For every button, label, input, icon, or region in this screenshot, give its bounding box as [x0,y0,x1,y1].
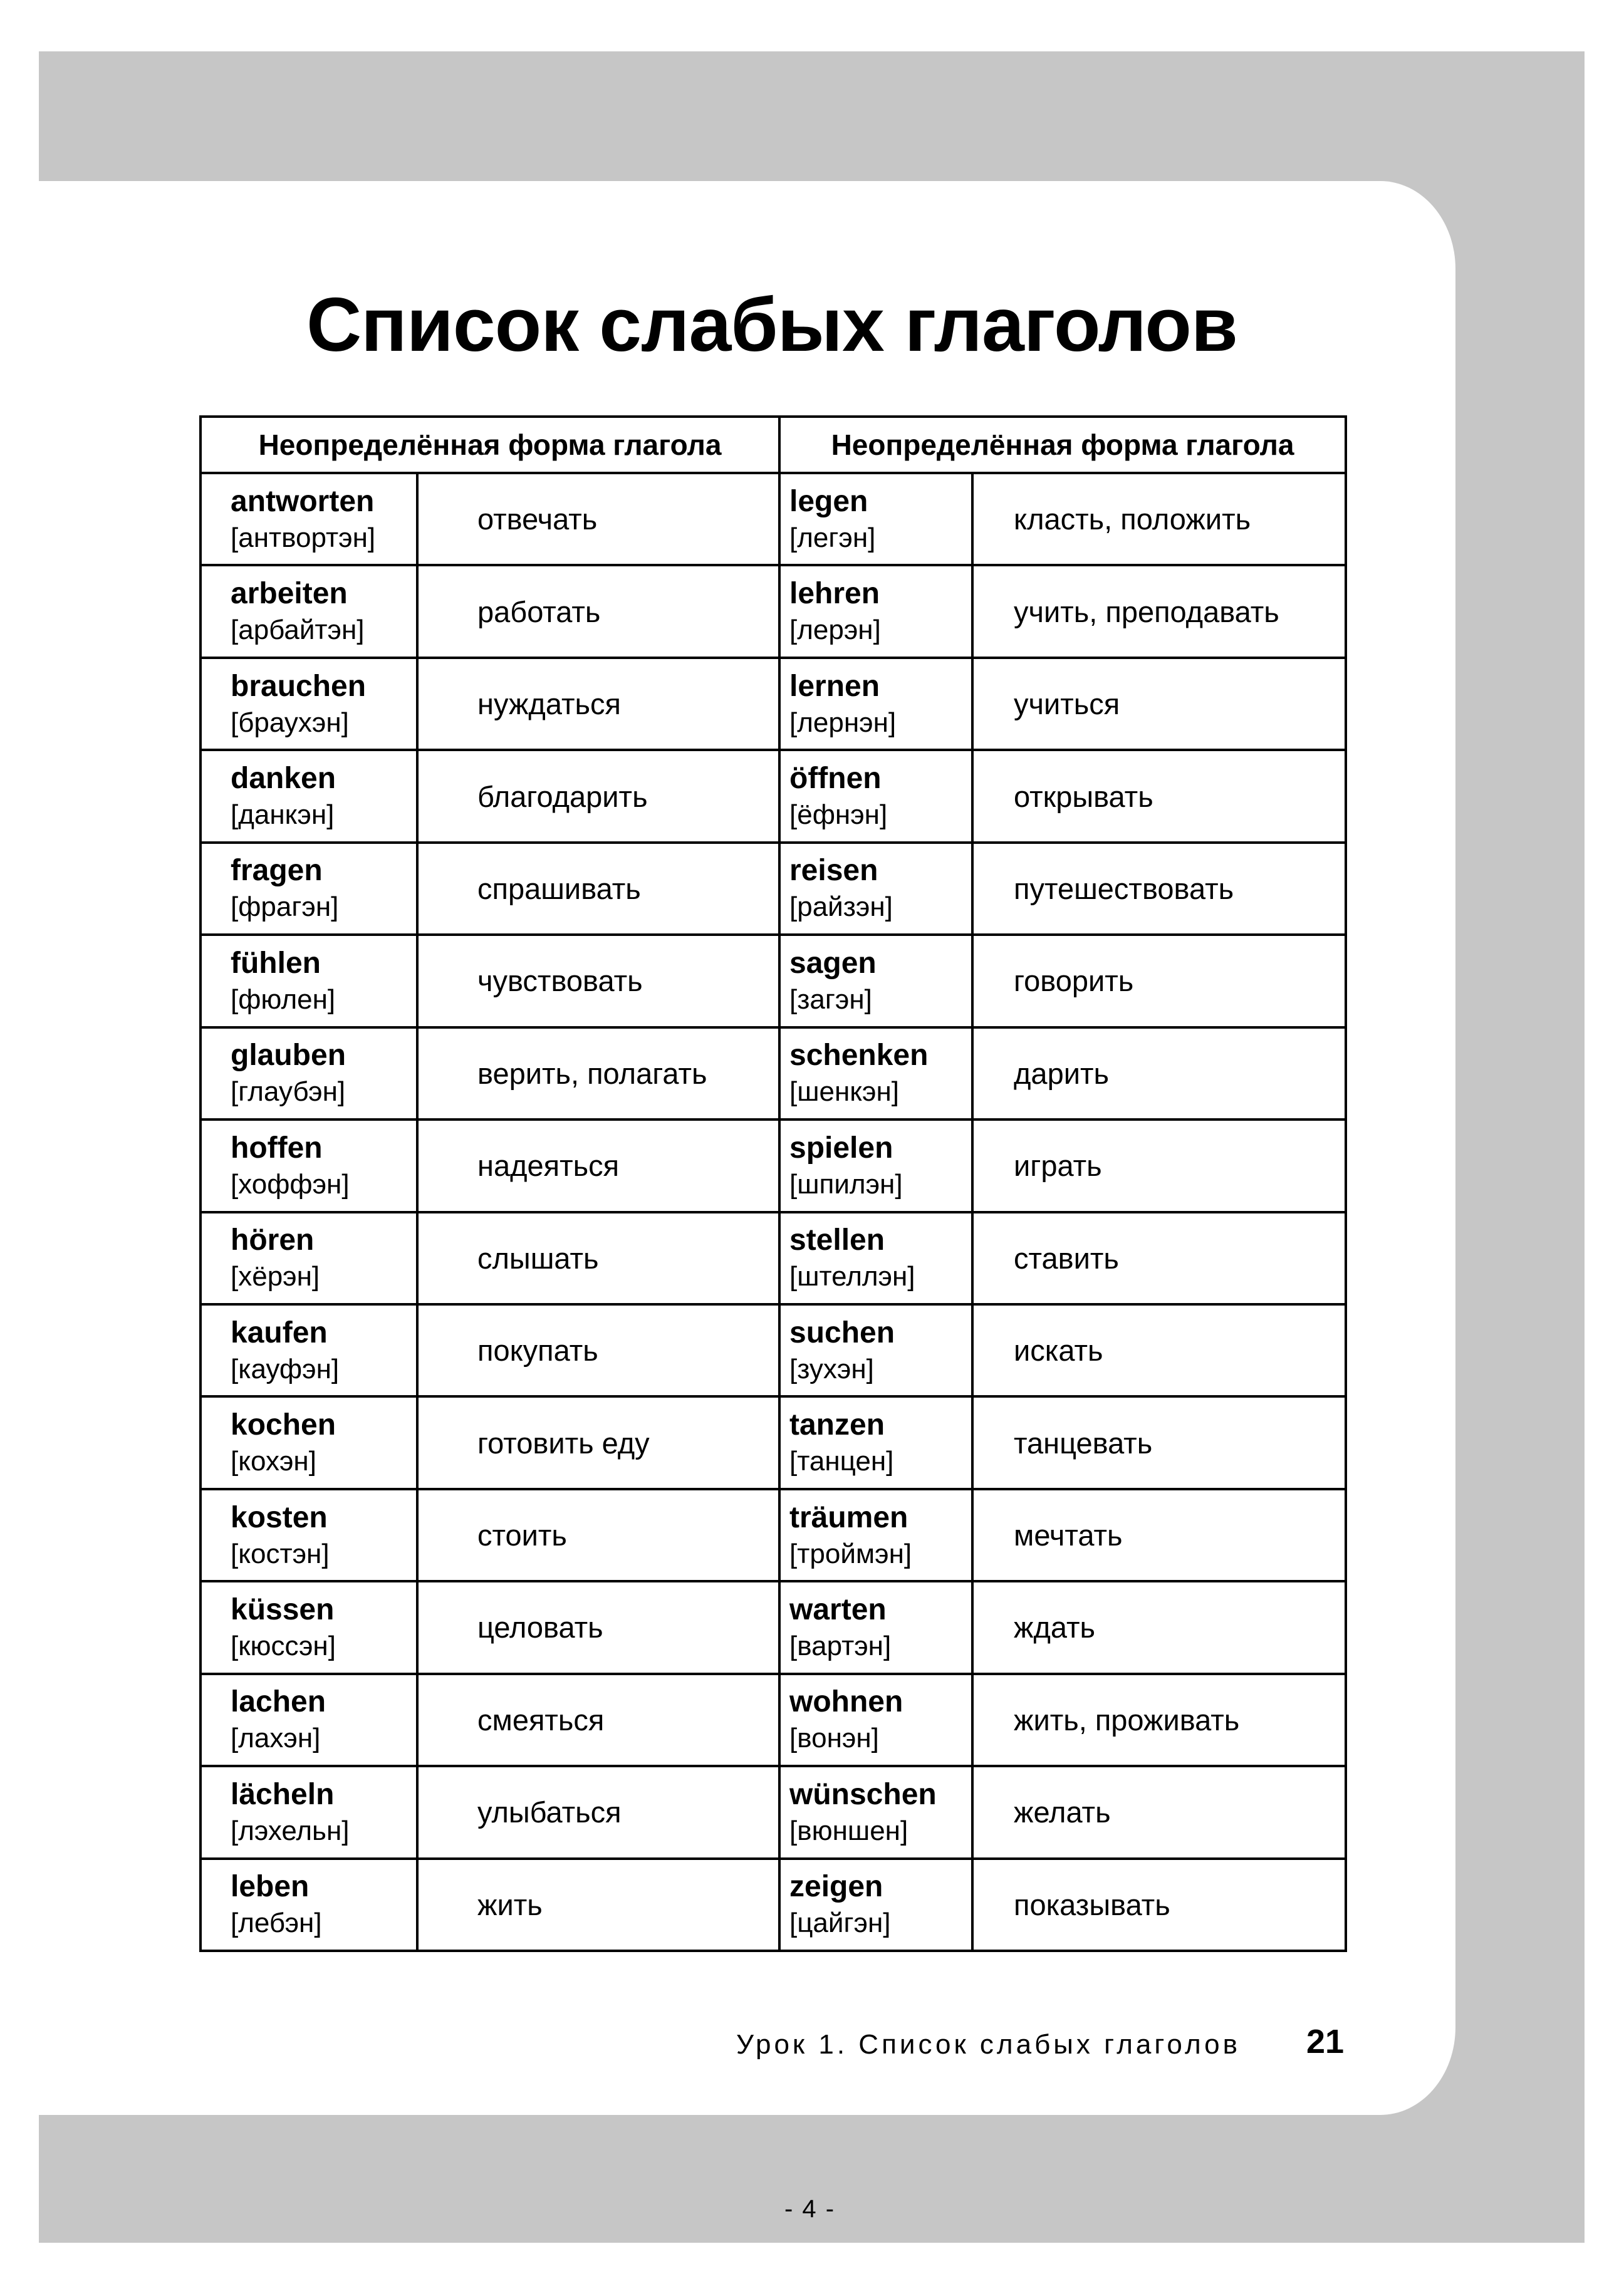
german-verb-cell [779,658,972,750]
transcription: [райзэн] [789,891,893,923]
german-verb-cell [779,843,972,935]
transcription: [лернэн] [789,707,897,738]
transcription: [браухэн] [231,707,349,738]
german-verb-cell [200,1674,417,1766]
german-verb-cell [779,1489,972,1581]
german-verb: reisen [789,854,878,888]
german-verb-cell [200,843,417,935]
column-header-left: Неопределённая форма глагола [200,417,779,473]
german-verb: träumen [789,1500,908,1534]
russian-translation: смеяться [417,1674,779,1766]
russian-translation: искать [972,1304,1346,1396]
russian-translation: учиться [972,658,1346,750]
german-verb-cell [779,473,972,565]
russian-translation: говорить [972,935,1346,1027]
german-verb-cell [779,1212,972,1304]
german-verb: fühlen [231,946,321,980]
german-verb: wohnen [789,1685,903,1719]
german-verb-cell [779,750,972,842]
transcription: [кауфэн] [231,1353,340,1384]
german-verb: arbeiten [231,577,348,611]
page-title: Список слабых глаголов [306,282,1237,367]
russian-translation: верить, полагать [417,1027,779,1119]
german-verb-cell [779,1674,972,1766]
table-row [200,1027,1346,1119]
german-verb: lächeln [231,1777,335,1811]
sheet-number: - 4 - [784,2195,836,2223]
german-verb: zeigen [789,1870,883,1904]
german-verb-cell [200,1581,417,1673]
german-verb: hoffen [231,1131,323,1165]
transcription: [лебэн] [231,1908,322,1939]
russian-translation: играть [972,1119,1346,1212]
german-verb: wünschen [789,1777,937,1811]
transcription: [вонэн] [789,1723,879,1754]
russian-translation: работать [417,565,779,657]
german-verb-cell [200,1859,417,1951]
table-row [200,1766,1346,1858]
russian-translation: покупать [417,1304,779,1396]
german-verb-cell [200,473,417,565]
transcription: [хоффэн] [231,1168,350,1200]
german-verb: fragen [231,854,323,888]
russian-translation: класть, положить [972,473,1346,565]
footer-lesson-title: Урок 1. Список слабых глаголов [736,2029,1241,2060]
russian-translation: танцевать [972,1396,1346,1488]
german-verb: kochen [231,1408,336,1442]
russian-translation: ждать [972,1581,1346,1673]
german-verb-cell [779,1859,972,1951]
german-verb: tanzen [789,1408,885,1442]
transcription: [лахэн] [231,1723,321,1754]
table-row [200,1859,1346,1951]
german-verb: leben [231,1870,310,1904]
german-verb: hören [231,1223,315,1257]
german-verb-cell [200,1304,417,1396]
transcription: [танцен] [789,1446,894,1477]
german-verb-cell [200,1396,417,1488]
weak-verbs-table [199,415,1347,1952]
table-row [200,1674,1346,1766]
table-row [200,843,1346,935]
table-row [200,1304,1346,1396]
german-verb-cell [200,1027,417,1119]
footer-page-number: 21 [1306,2023,1345,2060]
transcription: [легэн] [789,522,876,553]
german-verb: antworten [231,484,375,518]
german-verb-cell [779,1766,972,1858]
russian-translation: желать [972,1766,1346,1858]
german-verb: kaufen [231,1316,328,1349]
german-verb: lehren [789,577,880,611]
german-verb: kosten [231,1500,328,1534]
transcription: [вартэн] [789,1630,892,1661]
table-row [200,473,1346,565]
transcription: [шенкэн] [789,1076,900,1108]
transcription: [троймэн] [789,1538,912,1569]
russian-translation: жить, проживать [972,1674,1346,1766]
german-verb: lernen [789,669,880,703]
german-verb-cell [200,750,417,842]
table-row [200,565,1346,657]
transcription: [хёрэн] [231,1261,320,1292]
russian-translation: улыбаться [417,1766,779,1858]
transcription: [лэхельн] [231,1815,350,1846]
russian-translation: открывать [972,750,1346,842]
german-verb: danken [231,762,336,796]
german-verb: spielen [789,1131,893,1165]
russian-translation: показывать [972,1859,1346,1951]
german-verb: warten [789,1592,887,1626]
russian-translation: жить [417,1859,779,1951]
transcription: [ёфнэн] [789,799,888,831]
german-verb: brauchen [231,669,367,703]
table-row [200,935,1346,1027]
german-verb: lachen [231,1685,326,1719]
german-verb-cell [200,1119,417,1212]
table-row [200,1119,1346,1212]
transcription: [кохэн] [231,1446,316,1477]
german-verb: schenken [789,1039,929,1073]
transcription: [штеллэн] [789,1261,915,1292]
german-verb-cell [779,1396,972,1488]
german-verb-cell [200,935,417,1027]
table-row [200,1212,1346,1304]
russian-translation: надеяться [417,1119,779,1212]
russian-translation: слышать [417,1212,779,1304]
german-verb: küssen [231,1592,335,1626]
transcription: [антвортэн] [231,522,376,553]
transcription: [загэн] [789,984,872,1015]
russian-translation: целовать [417,1581,779,1673]
german-verb-cell [779,565,972,657]
russian-translation: дарить [972,1027,1346,1119]
german-verb: glauben [231,1039,346,1073]
table-header-row [200,417,1346,473]
russian-translation: нуждаться [417,658,779,750]
transcription: [глаубэн] [231,1076,346,1108]
german-verb-cell [779,1581,972,1673]
column-header-right: Неопределённая форма глагола [779,417,1346,473]
german-verb-cell [779,1027,972,1119]
transcription: [вюншен] [789,1815,908,1846]
german-verb-cell [779,935,972,1027]
transcription: [арбайтэн] [231,615,365,646]
table-row [200,1396,1346,1488]
table-row [200,658,1346,750]
transcription: [шпилэн] [789,1168,903,1200]
german-verb-cell [200,1489,417,1581]
german-verb: legen [789,484,868,518]
russian-translation: ставить [972,1212,1346,1304]
german-verb-cell [200,1766,417,1858]
table-row [200,1489,1346,1581]
transcription: [кюссэн] [231,1630,336,1661]
russian-translation: благодарить [417,750,779,842]
transcription: [лерэн] [789,615,881,646]
german-verb-cell [779,1119,972,1212]
russian-translation: спрашивать [417,843,779,935]
russian-translation: готовить еду [417,1396,779,1488]
german-verb-cell [200,565,417,657]
german-verb-cell [200,658,417,750]
russian-translation: учить, преподавать [972,565,1346,657]
transcription: [цайгэн] [789,1908,891,1939]
german-verb: sagen [789,946,877,980]
german-verb-cell [200,1212,417,1304]
table-row [200,750,1346,842]
german-verb: stellen [789,1223,885,1257]
russian-translation: путешествовать [972,843,1346,935]
german-verb: öffnen [789,762,882,796]
transcription: [фюлен] [231,984,336,1015]
transcription: [зухэн] [789,1353,874,1384]
russian-translation: стоить [417,1489,779,1581]
german-verb: suchen [789,1316,895,1349]
russian-translation: чувствовать [417,935,779,1027]
german-verb-cell [779,1304,972,1396]
transcription: [костэн] [231,1538,330,1569]
transcription: [данкэн] [231,799,335,831]
transcription: [фрагэн] [231,891,339,923]
russian-translation: отвечать [417,473,779,565]
table-row [200,1581,1346,1673]
russian-translation: мечтать [972,1489,1346,1581]
